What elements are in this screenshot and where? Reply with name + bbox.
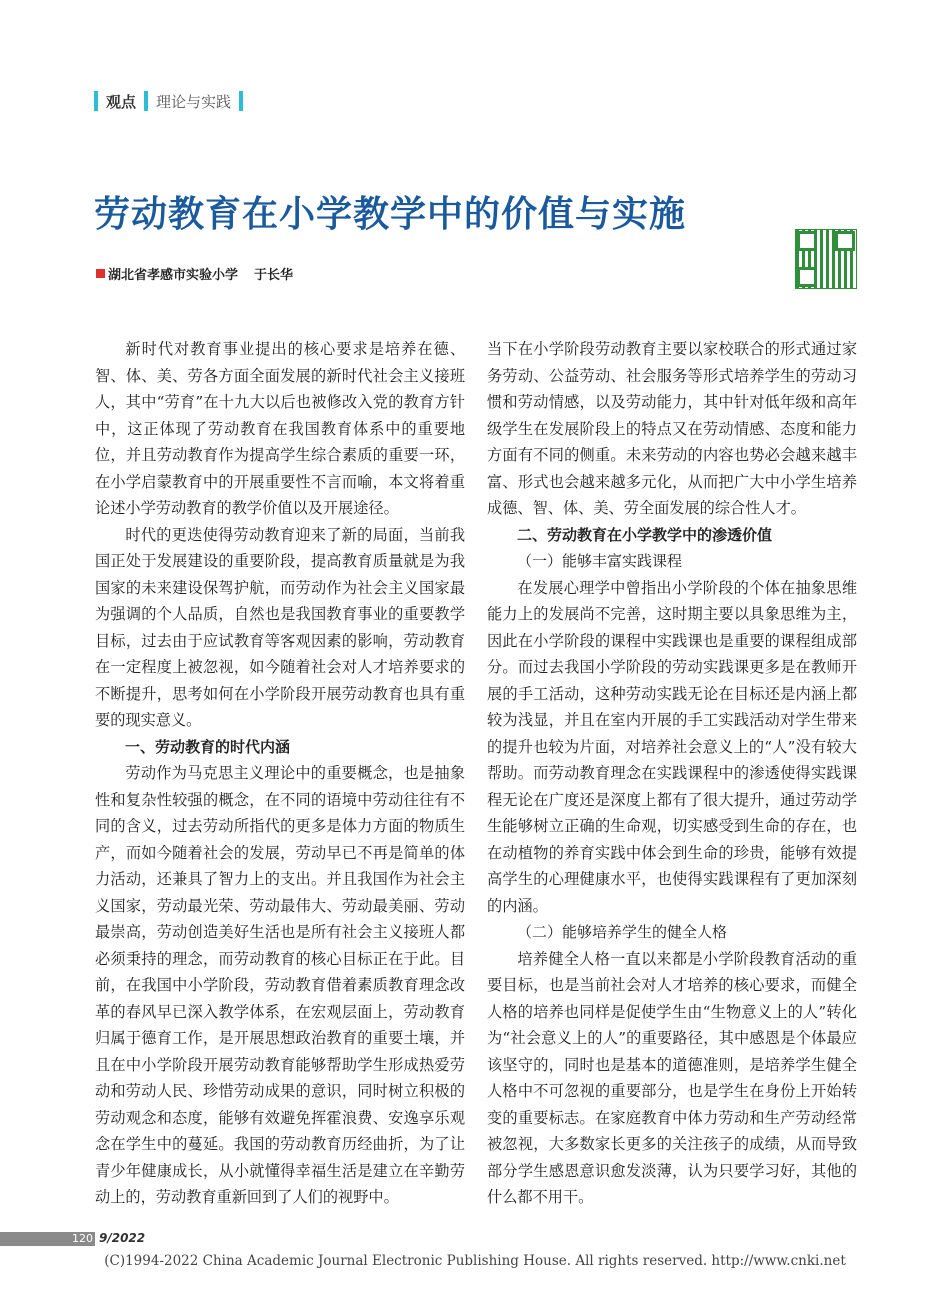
section-label: 观点 (106, 92, 137, 111)
article-title: 劳动教育在小学教学中的价值与实施 (94, 194, 687, 235)
issue-label: 9/2022 (99, 1231, 146, 1245)
paragraph: 当下在小学阶段劳动教育主要以家校联合的形式通过家务劳动、公益劳动、社会服务等形式培养学生的劳动习惯和劳动情感，以及劳动能力，其中针对低年级和高年级学生在发展阶段上的特点又在劳动情感、态度和能力方面有不同的侧重。未来劳动的内容也势必会越来越丰富、形式也会越来越多元化，从而把广大中小学生培养成德、智、体、美、劳全面发展的综合性人才。 (487, 340, 857, 517)
right-column (487, 336, 857, 1211)
section-heading: 一、劳动教育的时代内涵 (125, 737, 291, 756)
paragraph: 在发展心理学中曾指出小学阶段的个体在抽象思维能力上的发展尚不完善，这时期主要以具象思维为主，因此在小学阶段的课程中实践课也是重要的课程组成部分。而过去我国小学阶段的劳动实践课更多是在教师开展的手工活动，这种劳动实践无论在目标还是内涵上都较为浅显，并且在室内开展的手工实践活动对学生带来的提升也较为片面，对培养社会意义上的“人”没有较大帮助。而劳动教育理念在实践课程中的渗透使得实践课程无论在广度还是深度上都有了很大提升，通过劳动学生能够树立正确的生命观，切实感受到生命的存在，也在动植物的养育实践中体会到生命的珍贵，能够有效提高学生的心理健康水平，也使得实践课程有了更加深刻的内涵。 (487, 578, 857, 915)
copyright-line: (C)1994-2022 China Academic Journal Electronic Publishing House. All rights reserved. http://www.cnki.net (104, 1253, 846, 1269)
red-square-icon (96, 269, 105, 278)
subsection-label: 理论与实践 (156, 92, 232, 111)
author-name: 于长华 (254, 268, 294, 283)
section-heading: 二、劳动教育在小学教学中的渗透价值 (517, 525, 773, 544)
header-accent-bar (94, 91, 98, 111)
journal-header (94, 90, 243, 112)
subsection-heading: （二）能够培养学生的健全人格 (517, 923, 728, 941)
paragraph: 劳动作为马克思主义理论中的重要概念，也是抽象性和复杂性较强的概念，在不同的语境中劳动往往有不同的含义，过去劳动所指代的更多是体力方面的物质生产，而如今随着社会的发展，劳动早已不再是简单的体力活动，还兼具了智力上的支出。并且我国作为社会主义国家，劳动最光荣、劳动最伟大、劳动最美丽、劳动最崇高，劳动创造美好生活也是所有社会主义接班人都必须秉持的理念，而劳动教育的核心目标正在于此。目前，在我国中小学阶段，劳动教育借着素质教育理念改革的春风早已深入教学体系，在宏观层面上，劳动教育归属于德育工作，是开展思想政治教育的重要土壤，并且在中小学阶段开展劳动教育能够帮助学生形成热爱劳动和劳动人民、珍惜劳动成果的意识，同时树立积极的劳动观念和态度，能够有效避免挥霍浪费、安逸享乐观念在学生中的蔓延。我国的劳动教育历经曲折，为了让青少年健康成长，从小就懂得幸福生活是建立在辛勤劳动上的，劳动教育重新回到了人们的视野中。 (95, 764, 465, 1206)
paragraph: 新时代对教育事业提出的核心要求是培养在德、智、体、美、劳各方面全面发展的新时代社会主义接班人，其中“劳育”在十九大以后也被修改入党的教育方针中，这正体现了劳动教育在我国教育体系中的重要地位，并且劳动教育作为提高学生综合素质的重要一环，在小学启蒙教育中的开展重要性不言而喻，本文将着重论述小学劳动教育的教学价值以及开展途径。 (95, 340, 465, 517)
subsection-heading: （一）能够丰富实践课程 (517, 552, 683, 570)
header-divider-bar (144, 91, 148, 111)
paragraph: 时代的更迭使得劳动教育迎来了新的局面，当前我国正处于发展建设的重要阶段，提高教育质量就是为我国家的未来建设保驾护航，而劳动作为社会主义国家最为强调的个人品质，自然也是我国教育事业的重要教学目标，过去由于应试教育等客观因素的影响，劳动教育在一定程度上被忽视，如今随着社会对人才培养要求的不断提升，思考如何在小学阶段开展劳动教育也具有重要的现实意义。 (95, 525, 465, 729)
page-number-bar (0, 1232, 95, 1246)
byline (96, 264, 293, 283)
qr-code-icon (795, 229, 857, 289)
left-column (95, 336, 465, 1211)
page-number: 120 (72, 1232, 93, 1245)
paragraph: 培养健全人格一直以来都是小学阶段教育活动的重要目标，也是当前社会对人才培养的核心要求，而健全人格的培养也同样是促使学生由“生物意义上的人”转化为“社会意义上的人”的重要路径，其中感恩是个体最应该坚守的，同时也是基本的道德准则，是培养学生健全人格中不可忽视的重要部分，也是学生在身份上开始转变的重要标志。在家庭教育中体力劳动和生产劳动经常被忽视，大多数家长更多的关注孩子的成绩，从而导致部分学生感恩意识愈发淡薄，认为只要学习好，其他的什么都不用干。 (487, 949, 857, 1206)
affiliation: 湖北省孝感市实验小学 (108, 268, 239, 283)
header-end-bar (239, 91, 243, 111)
